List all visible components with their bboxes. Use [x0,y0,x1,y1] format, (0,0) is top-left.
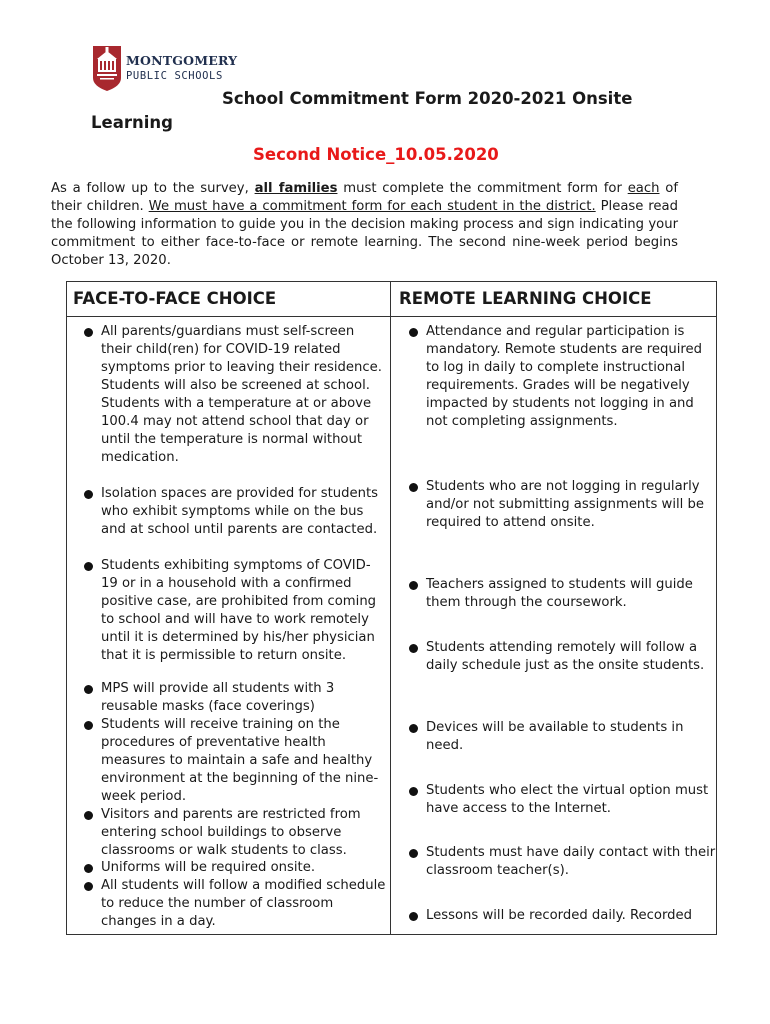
face-to-face-item: Uniforms will be required onsite. [101,859,387,877]
face-to-face-item: Students will receive training on the procedures of preventative health measures to maintain a safe and healthy environment at the beginning of the nine-week period. [101,716,387,806]
face-to-face-item: Isolation spaces are provided for students who exhibit symptoms while on the bus and at school until parents are contacted. [101,485,387,539]
face-to-face-item: Visitors and parents are restricted from entering school buildings to observe classrooms or walk students to class. [101,806,387,860]
face-to-face-heading: FACE-TO-FACE CHOICE [73,289,277,308]
remote-learning-item: Teachers assigned to students will guide them through the coursework. [426,576,716,612]
second-notice: Second Notice_10.05.2020 [253,145,499,164]
form-title: School Commitment Form 2020-2021 Onsite [222,89,633,108]
form-title-continued: Learning [91,113,173,132]
intro-each: each [627,181,660,196]
remote-learning-heading: REMOTE LEARNING CHOICE [399,289,652,308]
header-divider [67,316,716,317]
face-to-face-item: All students will follow a modified schedule to reduce the number of classroom changes in a day. [101,878,386,929]
intro-requirement-sentence: We must have a commitment form for each student in the district. [148,199,596,214]
remote-learning-item: Attendance and regular participation is mandatory. Remote students are required to log in daily to complete instructional requirements. Grades will be negatively impacted by students not logging in and not completing assignments. [426,323,716,431]
column-divider [390,282,391,934]
intro-paragraph [51,180,678,270]
logo-bottom-text: PUBLIC SCHOOLS [126,70,223,82]
remote-learning-item: Students who elect the virtual option must have access to the Internet. [426,782,716,818]
remote-learning-item: Students who are not logging in regularly and/or not submitting assignments will be required to attend onsite. [426,478,716,532]
intro-all-families: all families [254,181,338,196]
intro-part-2: must complete the commitment form for [337,181,628,196]
schoolhouse-logo-icon [92,44,122,92]
face-to-face-item: Students exhibiting symptoms of COVID-19 or in a household with a confirmed positive case, are prohibited from coming to school and will have to work remotely until it is determined by his/her physician that it is permissible to return onsite. [101,557,387,665]
remote-learning-item: Devices will be available to students in need. [426,719,716,755]
intro-part-4: Please read the following information to guide you in the decision making process and sign indicating your commitment to either face-to-face or remote learning. The second nine-week period begins October 13, 2020. [51,199,678,268]
remote-learning-item: Students attending remotely will follow a daily schedule just as the onsite students. [426,639,716,675]
remote-learning-item: Students must have daily contact with their classroom teacher(s). [426,845,716,878]
remote-learning-item: Lessons will be recorded daily. Recorded [426,907,716,925]
intro-part-3: of their children. [51,181,679,214]
logo-top-text: MONTGOMERY [126,52,238,68]
intro-part-1: As a follow up to the survey, [51,181,255,196]
face-to-face-item: MPS will provide all students with 3 reusable masks (face coverings) [101,680,387,716]
choice-table [66,281,717,935]
face-to-face-item: All parents/guardians must self-screen their child(ren) for COVID-19 related symptoms prior to leaving their residence. Students will also be screened at school. Students with a temperature at or above 100.4 may not attend school that day or until the temperature is normal without medication. [101,323,387,467]
district-logo [92,44,237,92]
